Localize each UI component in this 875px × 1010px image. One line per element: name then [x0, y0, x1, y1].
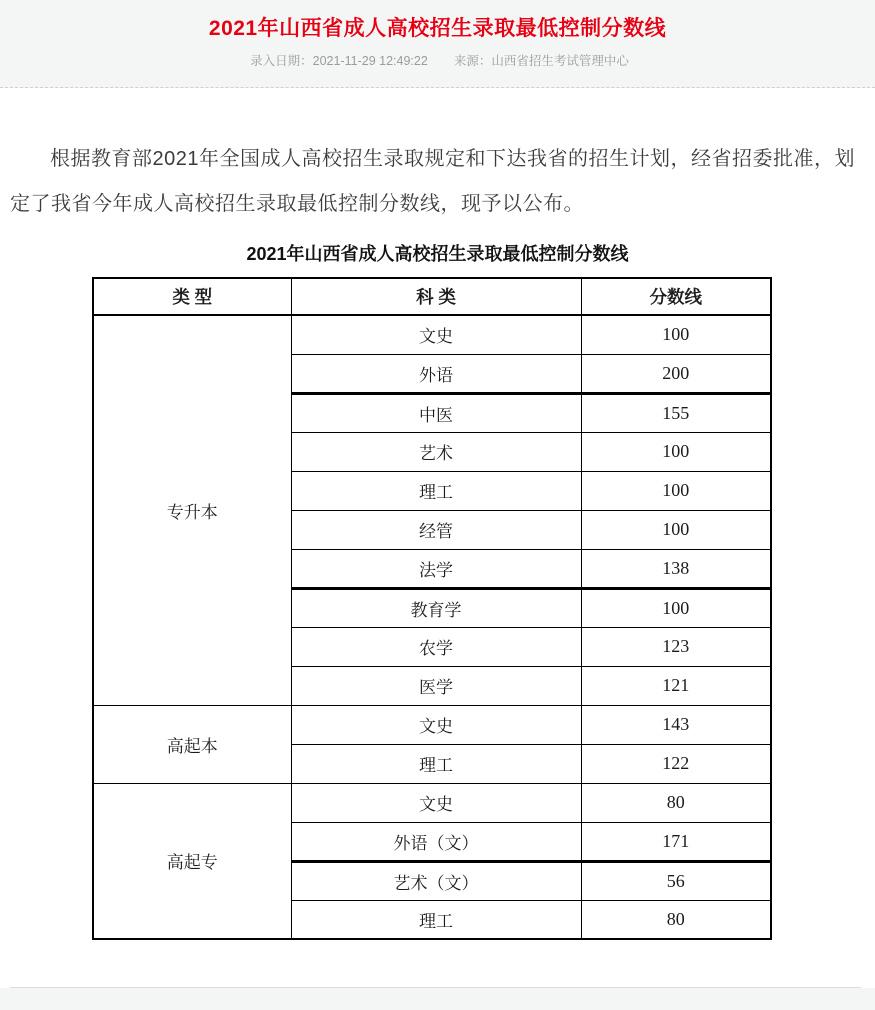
score-cell: 143: [581, 705, 771, 744]
score-cell: 56: [581, 861, 771, 900]
score-cell: 100: [581, 471, 771, 510]
subject-cell: 文史: [291, 783, 581, 822]
score-cell: 171: [581, 822, 771, 861]
page-footer: [0, 988, 875, 1010]
score-cell: 121: [581, 666, 771, 705]
score-cell: 100: [581, 432, 771, 471]
score-cell: 122: [581, 744, 771, 783]
article-paragraph: 根据教育部2021年全国成人高校招生录取规定和下达我省的招生计划，经省招委批准，划定了我省今年成人高校招生录取最低控制分数线，现予以公布。: [10, 148, 855, 215]
subject-cell: 医学: [291, 666, 581, 705]
subject-cell: 理工: [291, 744, 581, 783]
table-title: 2021年山西省成人高校招生录取最低控制分数线: [246, 244, 629, 264]
subject-cell: 文史: [291, 315, 581, 354]
score-cell: 200: [581, 354, 771, 393]
entry-date-value: 2021-11-29 12:49:22: [312, 54, 428, 68]
score-cell: 155: [581, 393, 771, 432]
col-header-subject: 科 类: [291, 278, 581, 315]
subject-cell: 农学: [291, 627, 581, 666]
subject-cell: 理工: [291, 471, 581, 510]
bottom-divider: [10, 987, 861, 988]
subject-cell: 外语（文）: [291, 822, 581, 861]
subject-cell: 中医: [291, 393, 581, 432]
article-title: 2021年山西省成人高校招生录取最低控制分数线: [208, 17, 667, 40]
source-label: 来源：: [453, 54, 492, 68]
subject-cell: 文史: [291, 705, 581, 744]
header-row: [93, 278, 771, 315]
table-row: [93, 705, 771, 744]
table-row: [93, 315, 771, 354]
score-cell: 80: [581, 900, 771, 939]
score-cell: 100: [581, 588, 771, 627]
score-cell: 123: [581, 627, 771, 666]
score-table-body: [93, 315, 771, 939]
type-cell: 高起专: [93, 783, 291, 939]
score-table-head: [93, 278, 771, 315]
source-value: 山西省招生考试管理中心: [491, 54, 629, 68]
article-meta: [0, 51, 875, 69]
score-table: [92, 277, 772, 940]
article-body: [0, 88, 875, 988]
score-cell: 100: [581, 315, 771, 354]
entry-date-label: 录入日期：: [250, 54, 313, 68]
subject-cell: 外语: [291, 354, 581, 393]
score-cell: 138: [581, 549, 771, 588]
score-cell: 100: [581, 510, 771, 549]
table-row: [93, 783, 771, 822]
score-cell: 80: [581, 783, 771, 822]
subject-cell: 经管: [291, 510, 581, 549]
subject-cell: 艺术（文）: [291, 861, 581, 900]
subject-cell: 艺术: [291, 432, 581, 471]
col-header-type: 类 型: [93, 278, 291, 315]
col-header-score: 分数线: [581, 278, 771, 315]
type-cell: 高起本: [93, 705, 291, 783]
subject-cell: 法学: [291, 549, 581, 588]
subject-cell: 教育学: [291, 588, 581, 627]
type-cell: 专升本: [93, 315, 291, 705]
subject-cell: 理工: [291, 900, 581, 939]
article-header: [0, 0, 875, 88]
